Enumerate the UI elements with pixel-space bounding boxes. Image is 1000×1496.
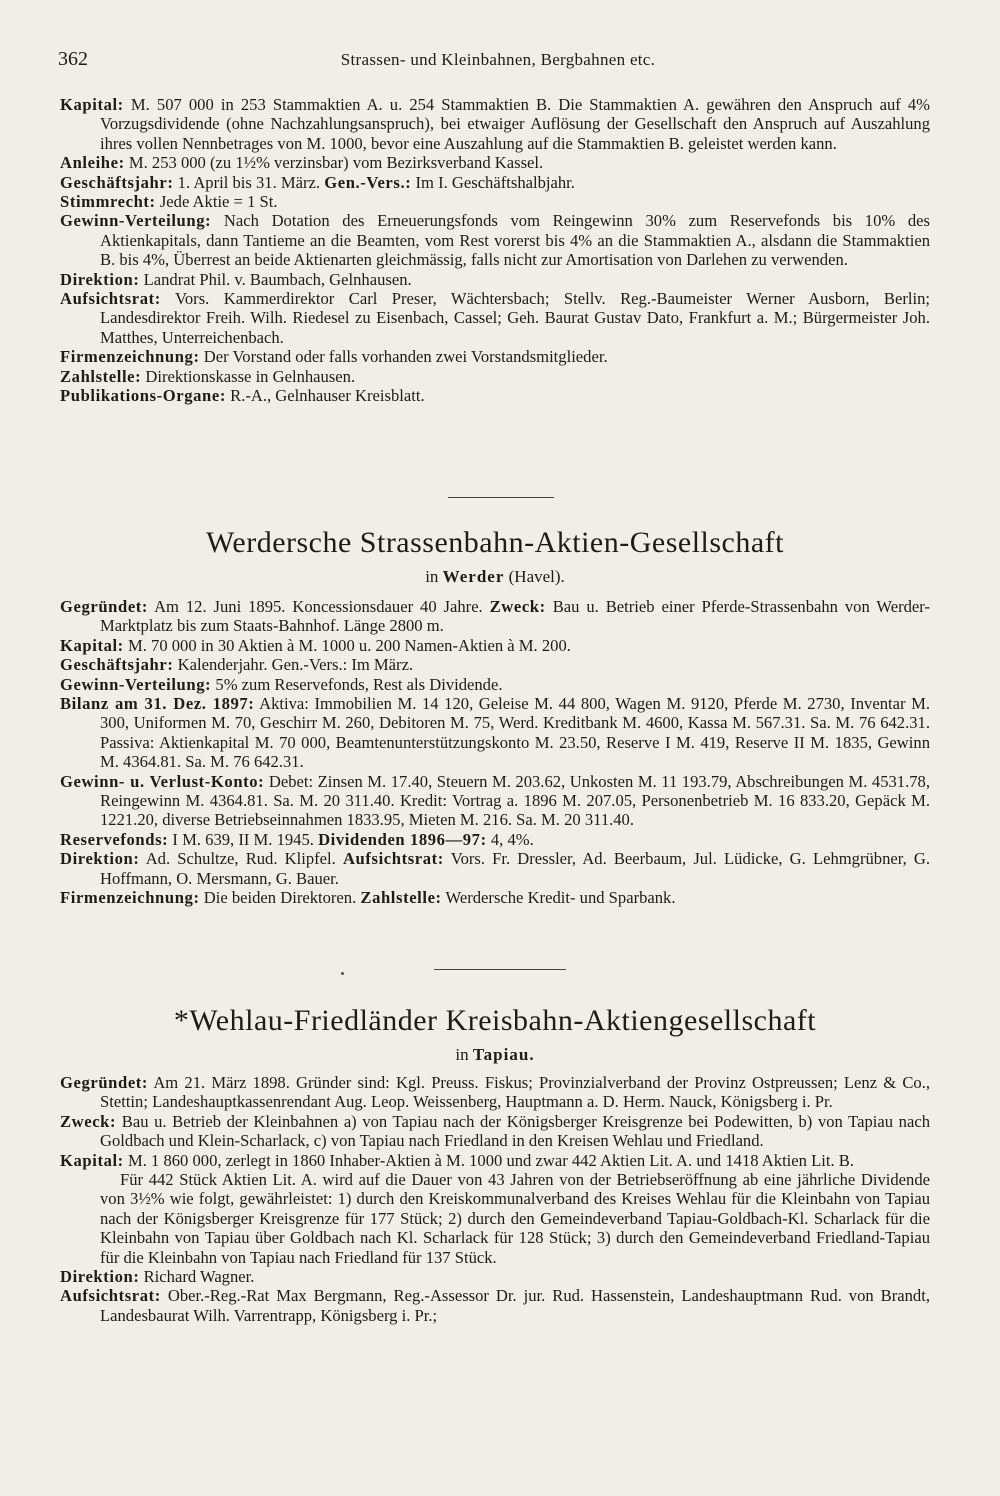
entry-kapital: Kapital: M. 70 000 in 30 Aktien à M. 1000 u. 200 Namen-Aktien à M. 200. bbox=[60, 635, 571, 655]
entry-gewinn-verteilung: Gewinn-Verteilung: Nach Dotation des Erneuerungsfonds vom Reingewinn 30% zum Reservefonds bis 10% des Aktienkapitals, dann Tantieme an die Beamten, vom Rest vorerst bis 4% an die Stammaktien A., alsdann die Stammaktien B. bis 4%, Überrest an beide Aktienarten gleichmässig, falls nicht zur Amortisation von Darlehen zu verwenden. bbox=[60, 211, 930, 270]
section-wehlau bbox=[60, 1073, 930, 1325]
company-title-wehlau: *Wehlau-Friedländer Kreisbahn-Aktiengesellschaft bbox=[173, 1004, 817, 1037]
section-werder bbox=[60, 597, 930, 908]
entry-direktion: Direktion: Landrat Phil. v. Baumbach, Gelnhausen. bbox=[60, 269, 412, 289]
entry-gegruendet: Gegründet: Am 21. März 1898. Gründer sind: Kgl. Preuss. Fiskus; Provinzialverband der Provinz Ostpreussen; Lenz & Co., Stettin; Landeshauptkassenrendant Aug. Leop. Weissenberg, Hauptmann a. D. Herm. Nauck, Königsberg i. Pr. bbox=[60, 1073, 931, 1112]
entry-reservefonds: Reservefonds: I M. 639, II M. 1945. Dividenden 1896—97: 4, 4%. bbox=[60, 829, 534, 849]
entry-aufsichtsrat: Aufsichtsrat: Vors. Kammerdirektor Carl Preser, Wächtersbach; Stellv. Reg.-Baumeister Werner Ausborn, Berlin; Landesdirektor Freih. Wilh. Riedesel zu Eisenbach, Cassel; Geh. Baurat Gustav Dato, Frankfurt a. M.; Bürgermeister Joh. Matthes, Unterreichenbach. bbox=[60, 289, 930, 347]
running-title: Strassen- und Kleinbahnen, Bergbahnen etc. bbox=[340, 50, 656, 69]
entry-geschaeftsjahr: Geschäftsjahr: 1. April bis 31. März. Gen.-Vers.: Im I. Geschäftshalbjahr. bbox=[60, 172, 575, 192]
separator-rule bbox=[434, 969, 566, 970]
page-header bbox=[58, 44, 938, 74]
entry-gewinn-verlust-konto: Gewinn- u. Verlust-Konto: Debet: Zinsen M. 17.40, Steuern M. 203.62, Unkosten M. 11 193.79, Abschreibungen M. 4531.78, Reingewinn M. 4364.81. Sa. M. 20 311.40. Kredit: Vortrag a. 1896 M. 207.05, Personenbetrieb M. 16 833.20, Gepäck M. 1221.20, diverse Betriebseinnahmen 1833.95, Mieten M. 216. Sa. M. 20 311.40. bbox=[60, 771, 930, 830]
section-continued bbox=[60, 95, 930, 406]
print-speck bbox=[341, 972, 344, 975]
company-location-werder: in Werder (Havel). bbox=[425, 567, 565, 586]
entry-dividend-guarantee: Für 442 Stück Aktien Lit. A. wird auf die Dauer von 43 Jahren von der Betriebseröffnung ab eine jährliche Dividende von 3½% wie folgt, gewährleistet: 1) durch den Kreiskommunalverband des Kreises Wehlau für die Kleinbahn von Tapiau nach der Königsberger Kreisgrenze für 177 Stück; 2) durch den Gemeindeverband Tapiau-Goldbach-Kl. Scharlack für die Kleinbahn von Tapiau über Goldbach nach Kl. Scharlack für 128 Stück; 3) durch den Gemeindeverband Friedland-Tapiau für die Kleinbahn von Tapiau nach Friedland für 137 Stück. bbox=[100, 1170, 930, 1267]
entry-kapital: Kapital: M. 1 860 000, zerlegt in 1860 Inhaber-Aktien à M. 1000 und zwar 442 Aktien Lit. A. und 1418 Aktien Lit. B. bbox=[60, 1150, 854, 1170]
company-location-tapiau: in Tapiau. bbox=[455, 1045, 535, 1064]
entry-firmenzeichnung: Firmenzeichnung: Die beiden Direktoren. Zahlstelle: Werdersche Kredit- und Sparbank. bbox=[60, 888, 676, 908]
entry-gewinn-verteilung: Gewinn-Verteilung: 5% zum Reservefonds, Rest als Dividende. bbox=[60, 674, 503, 694]
entry-firmenzeichnung: Firmenzeichnung: Der Vorstand oder falls vorhanden zwei Vorstandsmitglieder. bbox=[60, 347, 608, 367]
entry-bilanz: Bilanz am 31. Dez. 1897: Aktiva: Immobilien M. 14 120, Geleise M. 44 800, Wagen M. 9120, Pferde M. 2730, Inventar M. 300, Uniformen M. 70, Geschirr M. 260, Debitoren M. 75, Werd. Kreditbank M. 4600, Kassa M. 567.31. Sa. M. 76 642.31. Passiva: Aktienkapital M. 70 000, Beamtenunterstützungskonto M. 23.50, Reserve I M. 419, Reserve II M. 1835, Gewinn M. 4364.81. Sa. M. 76 642.31. bbox=[60, 694, 930, 772]
entry-direktion: Direktion: Richard Wagner. bbox=[60, 1267, 255, 1287]
separator-rule bbox=[448, 497, 554, 498]
entry-anleihe: Anleihe: M. 253 000 (zu 1½% verzinsbar) vom Bezirksverband Kassel. bbox=[60, 153, 544, 173]
entry-stimmrecht: Stimmrecht: Jede Aktie = 1 St. bbox=[60, 192, 278, 212]
entry-direktion: Direktion: Ad. Schultze, Rud. Klipfel. Aufsichtsrat: Vors. Fr. Dressler, Ad. Beerbaum, Jul. Lüdicke, G. Lehmgrübner, G. Hoffmann, O. Mersmann, G. Bauer. bbox=[60, 849, 931, 888]
company-title-werder: Werdersche Strassenbahn-Aktien-Gesellschaft bbox=[205, 526, 785, 559]
entry-zahlstelle: Zahlstelle: Direktionskasse in Gelnhausen. bbox=[60, 366, 356, 386]
entry-publikations-organe: Publikations-Organe: R.-A., Gelnhauser Kreisblatt. bbox=[60, 386, 425, 406]
entry-gegruendet: Gegründet: Am 12. Juni 1895. Koncessionsdauer 40 Jahre. Zweck: Bau u. Betrieb einer Pferde-Strassenbahn von Werder-Marktplatz bis zum Staats-Bahnhof. Länge 2800 m. bbox=[60, 597, 930, 636]
entry-aufsichtsrat: Aufsichtsrat: Ober.-Reg.-Rat Max Bergmann, Reg.-Assessor Dr. jur. Rud. Hassenstein, Landeshauptmann Rud. von Brandt, Landesbaurat Wilh. Varrentrapp, Königsberg i. Pr.; bbox=[60, 1286, 930, 1325]
page-number: 362 bbox=[58, 48, 88, 70]
entry-zweck: Zweck: Bau u. Betrieb der Kleinbahnen a) von Tapiau nach der Königsberger Kreisgrenze bei Podewitten, b) von Tapiau nach Goldbach und Klein-Scharlack, c) von Tapiau nach Friedland in den Kreisen Wehlau und Friedland. bbox=[60, 1111, 930, 1151]
entry-geschaeftsjahr: Geschäftsjahr: Kalenderjahr. Gen.-Vers.: Im März. bbox=[60, 655, 414, 675]
entry-kapital: Kapital: M. 507 000 in 253 Stammaktien A. u. 254 Stammaktien B. Die Stammaktien A. gewähren den Anspruch auf 4% Vorzugsdividende (ohne Nachzahlungsanspruch), bei etwaiger Auflösung der Gesellschaft den Anspruch auf Auszahlung ihres vollen Nennbetrages von M. 1000, bevor eine Auszahlung auf die Stammaktien B. geleistet werden kann. bbox=[60, 95, 930, 153]
